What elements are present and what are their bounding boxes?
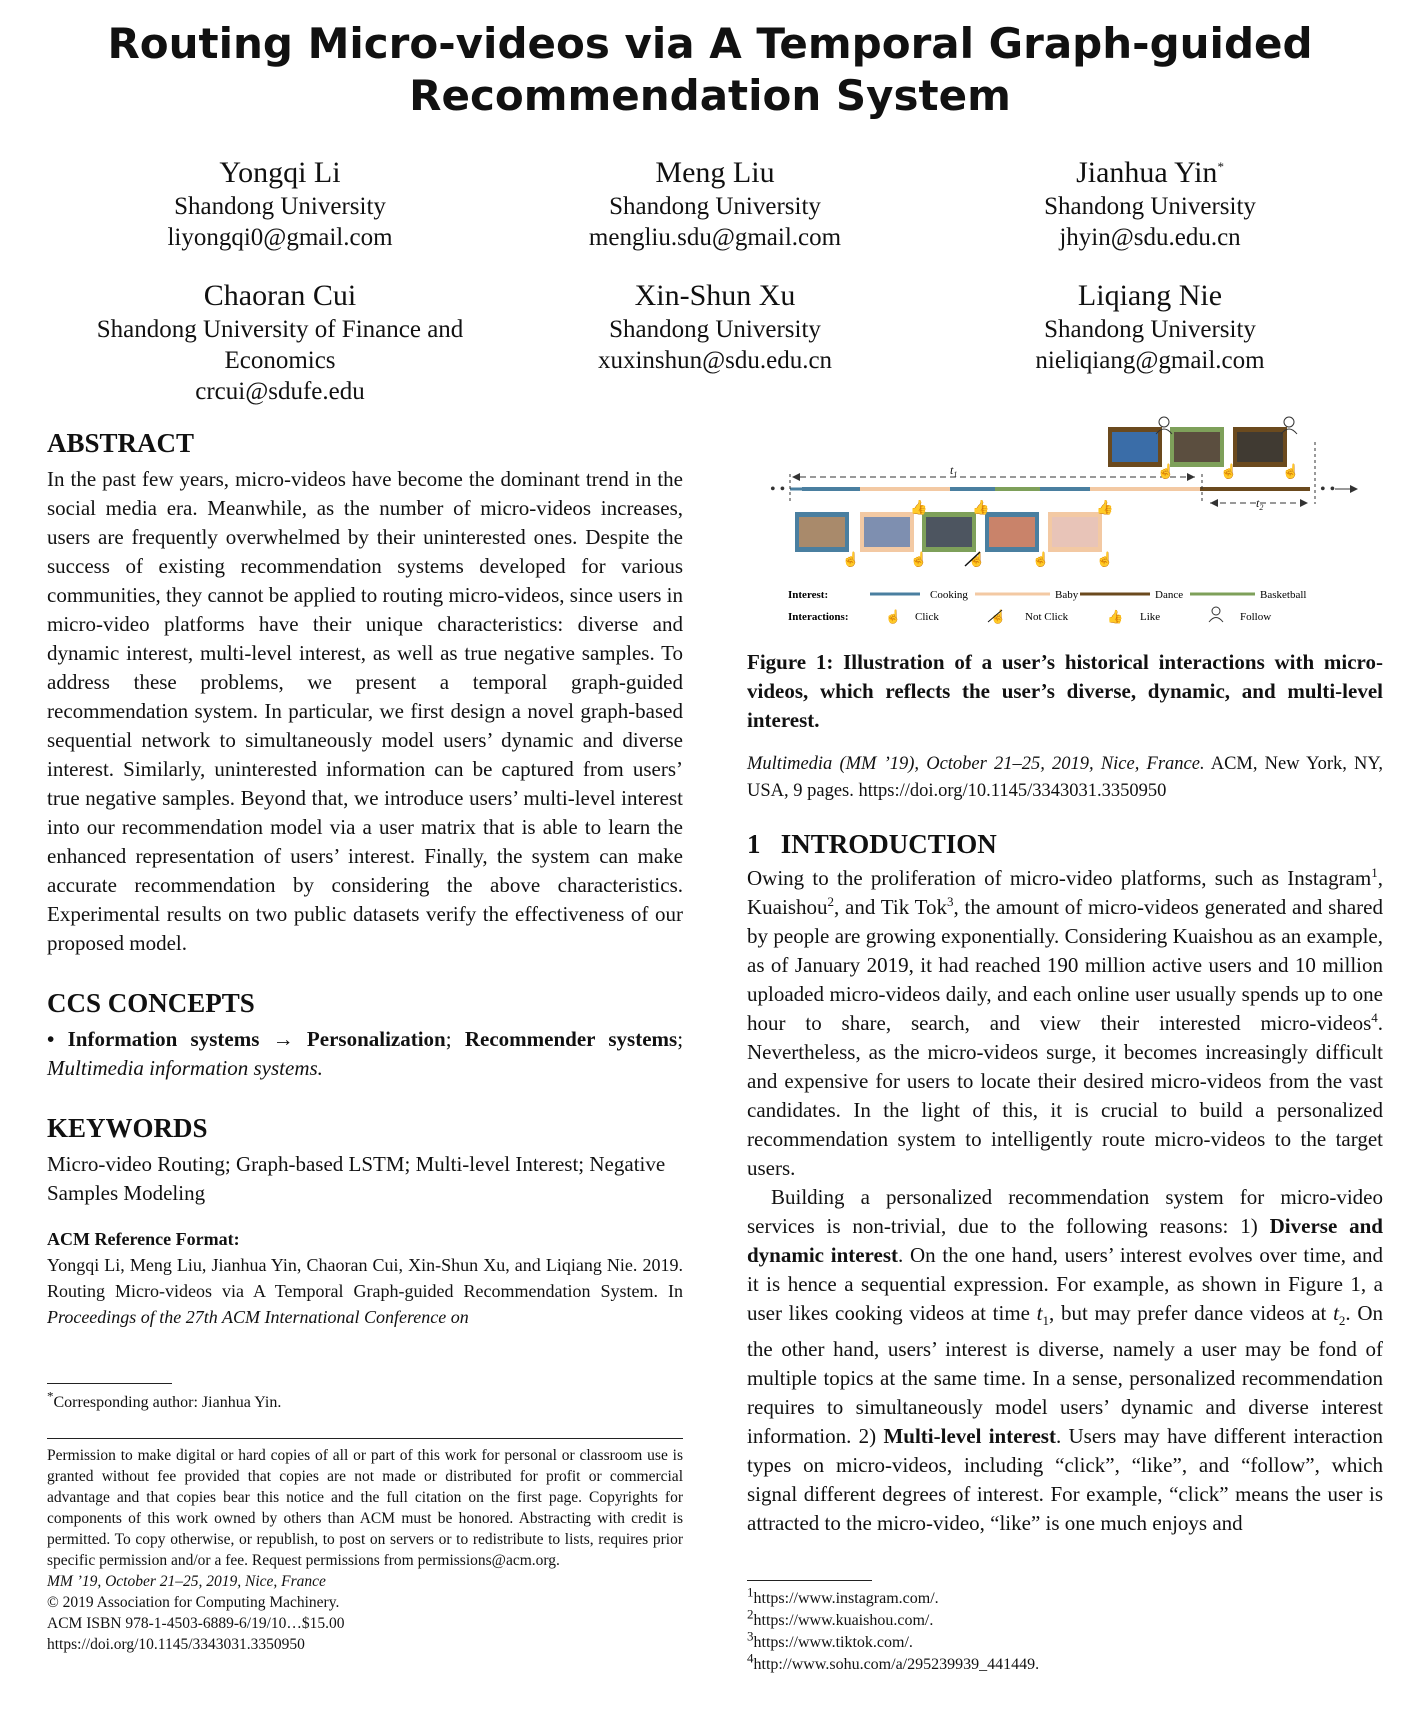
bold-run: Multi-level interest [883,1424,1056,1449]
author-name: Yongqi Li [219,156,341,189]
author-affiliation: Shandong University [609,193,821,220]
ccs-item: Information systems [67,1027,260,1051]
video-thumbnail [1233,427,1287,467]
corresponding-text: Corresponding author: Jianhua Yin. [53,1394,282,1411]
acm-ref-italic: Proceedings of the 27th ACM International Conference on [47,1307,469,1327]
footnote-item [747,1628,1039,1654]
text-run: , Kuaishou [747,866,1383,919]
author-name [1000,155,1300,191]
math-sub: 1 [1042,1313,1050,1329]
footnote-text: http://www.sohu.com/a/295239939_441449. [753,1656,1040,1673]
corresponding-note [47,1388,282,1414]
right-column [747,648,1383,1538]
legend-item: Dance [1155,589,1184,601]
video-thumbnail [860,512,914,552]
author-email: jhyin@sdu.edu.cn [1059,224,1241,251]
author-name: Xin-Shun Xu [634,279,796,312]
video-thumbnail [1108,427,1162,467]
footnote-text: https://www.kuaishou.com/. [753,1612,934,1629]
intro-paragraph-1 [747,864,1383,1183]
copyright: © 2019 Association for Computing Machinery. [47,1594,340,1611]
text-run: . On the other hand, users’ interest is diverse, namely a user may be fond of multiple topics at the same time. In a sense, personalized recommendation requires to simultaneously model users’ dynamic and diverse interest information. 2) [747,1301,1383,1449]
math-var: t [1333,1301,1339,1325]
acm-ref-heading: ACM Reference Format: [47,1229,240,1249]
video-thumbnail [1048,512,1102,552]
like-icon: 👍 [972,501,990,516]
footnotes [747,1584,1040,1676]
click-icon: ☝ [1282,465,1300,480]
footnote-mark: 4 [747,1650,754,1666]
click-icon: ☝ [1157,465,1175,480]
doi: https://doi.org/10.1145/3343031.3350950 [47,1636,305,1653]
like-icon: 👍 [1107,609,1124,624]
legend-item: Cooking [930,589,968,601]
footnote-text: https://www.tiktok.com/. [753,1634,913,1651]
author-email: liyongqi0@gmail.com [167,224,393,251]
keywords-text: Micro-video Routing; Graph-based LSTM; Multi-level Interest; Negative Samples Modeling [47,1152,666,1205]
follow-icon [1156,417,1172,434]
interactions-label: Interactions: [788,611,849,623]
title-line-1: Routing Micro-videos via A Temporal Graph-guided [107,19,1313,68]
corresponding-mark: * [1217,159,1224,174]
footnote-ref: 3 [946,894,954,909]
click-icon: ☝ [885,609,902,624]
pub-venue: MM ’19, October 21–25, 2019, Nice, France [47,1573,326,1590]
legend-item: Click [915,611,939,623]
left-column [47,428,683,1330]
author-block [555,155,875,253]
like-icon: 👍 [1096,501,1114,516]
author-affiliation: Shandong University [174,193,386,220]
author-email: xuxinshun@sdu.edu.cn [597,347,833,374]
separator: ; [677,1027,684,1051]
arrowhead [1210,499,1218,507]
citation-text [747,751,1383,805]
abstract-text: In the past few years, micro-videos have become the dominant trend in the social media era. Meanwhile, as the number of micro-videos increases, users are frequently overwhelmed by their uninterested ones. Despite the success of existing recommendation systems developed for various communities, they cannot be applied to routing micro-videos, since users in micro-video platforms have their unique characteristics: diverse and dynamic interest, multi-level interest, as well as true negative samples. To address these problems, we present a temporal graph-guided recommendation system. In particular, we first design a novel graph-based sequential network to simultaneously model users’ dynamic and diverse interest. Similarly, uninterested information can be captured from users’ true negative samples. Beyond that, we introduce users’ multi-level interest into our recommendation model via a user matrix that is able to learn the enhanced representation of users’ interest. Finally, the system can make accurate recommendation by considering the above characteristics. Experimental results on two public datasets verify the effectiveness of our proposed model. [47,467,683,955]
title-line-2: Recommendation System [409,71,1011,120]
legend-item: Basketball [1260,589,1307,601]
ccs-concepts [47,1025,683,1083]
legend-item: Baby [1055,589,1079,601]
author-name: Meng Liu [655,156,775,189]
author-name: Chaoran Cui [203,279,357,312]
intro-paragraph-2 [747,1183,1383,1538]
text-run: . Users may have different interaction types on micro-videos, including “click”, “like”, and “follow”, which signal different degrees of interest. For example, “click” means the user is attracted to the micro-video, “like” is one much enjoys and [747,1424,1383,1536]
footnote-item [747,1650,1040,1676]
author-email: mengliu.sdu@gmail.com [588,224,842,251]
click-icon: ☝ [842,553,860,568]
permission-block [47,1445,683,1655]
text-run: , but may prefer dance videos at [1049,1301,1334,1325]
bold-run: Diverse and dynamic interest [747,1214,1383,1267]
follow-icon [1209,607,1223,622]
click-icon: ☝ [1032,553,1050,568]
text-run: Building a personalized recommendation system for micro-video services is non-trivial, due to the following reasons: 1) [747,1185,1383,1238]
figure-caption: Figure 1: Illustration of a user’s historical interactions with micro-videos, which reflects the user’s diverse, dynamic, and multi-level interest. [747,650,1383,732]
video-thumbnail [922,512,976,552]
author-affiliation: Shandong University of Finance and [96,316,464,343]
ccs-heading: CCS CONCEPTS [47,988,255,1018]
footnote-text: https://www.instagram.com/. [753,1590,939,1607]
interest-label: Interest: [788,589,829,601]
not-click-icon: ☝ [990,609,1007,624]
section-number: 1 [747,829,761,859]
click-icon: ☝ [910,553,928,568]
math-var: t [1036,1301,1043,1325]
isbn: ACM ISBN 978-1-4503-6889-6/19/10…$15.00 [47,1615,345,1632]
video-thumbnail [985,512,1039,552]
author-block [130,155,430,253]
citation-italic: Multimedia (MM ’19), October 21–25, 2019, Nice, France. [747,754,1205,774]
acm-ref-text [47,1252,683,1330]
arrowhead [1187,473,1195,481]
footnote-rule [47,1383,172,1384]
bullet: • [47,1027,55,1051]
arrowhead [792,473,800,481]
t2-label: $t_2$ [1256,496,1264,512]
t1-label: $t_1$ [950,463,958,479]
author-affiliation-2: Economics [224,347,336,374]
author-name: Liqiang Nie [1077,279,1223,312]
footnote-mark: * [47,1388,54,1404]
acm-ref-body: Yongqi Li, Meng Liu, Jianhua Yin, Chaoran Cui, Xin-Shun Xu, and Liqiang Nie. 2019. Routing Micro-videos via A Temporal Graph-guided Recommendation System. In [47,1255,683,1301]
timeline-arrowhead [1350,485,1358,493]
paper-title [0,18,1420,122]
abstract-heading: ABSTRACT [47,428,195,458]
author-block [555,278,875,376]
math-sub: 2 [1338,1313,1346,1329]
footnote-mark: 1 [747,1584,754,1600]
permission-rule [47,1438,683,1439]
ccs-item: Recommender systems [464,1027,678,1051]
keywords-heading: KEYWORDS [47,1113,208,1143]
intro-heading [747,829,1383,860]
like-icon: 👍 [910,501,928,516]
author-name-text: Jianhua Yin [1076,156,1218,189]
text-run: Owing to the proliferation of micro-video platforms, such as Instagram [747,866,1372,890]
author-affiliation: Shandong University [1044,193,1256,220]
footnote-ref: 1 [1371,865,1378,880]
arrow: → [272,1027,294,1051]
footnote-item [747,1584,1039,1610]
footnote-rule [747,1580,872,1581]
arrowhead [1300,499,1308,507]
author-block [1000,155,1300,253]
text-run: . Nevertheless, as the micro-videos surge, it becomes increasingly difficult and expensive for users to locate their desired micro-videos from the vast candidates. In the light of this, it is crucial to build a personalized recommendation system to intelligently route micro-videos to the target users. [747,1011,1383,1180]
not-click-icon: ☝ [968,553,986,568]
citation-rest: ACM, New York, NY, USA, 9 pages. https://doi.org/10.1145/3343031.3350950 [747,754,1383,801]
timeline-dots: • • [1320,481,1336,498]
footnote-ref: 4 [1371,1010,1378,1025]
figure-1 [750,412,1360,632]
timeline-dots: • • [770,481,786,498]
author-email: nieliqiang@gmail.com [1035,347,1265,374]
click-icon: ☝ [1096,553,1114,568]
text-run: . On the one hand, users’ interest evolves over time, and it is hence a sequential expression. For example, as shown in Figure 1, a user likes cooking videos at time [747,1243,1383,1325]
separator: ; [445,1027,452,1051]
author-block [1000,278,1300,376]
ccs-item: Personalization [306,1027,446,1051]
video-thumbnail [1170,427,1224,467]
author-email: crcui@sdufe.edu [195,378,365,405]
follow-icon [1281,417,1297,434]
click-icon: ☝ [1220,465,1238,480]
footnote-mark: 2 [747,1606,754,1622]
author-affiliation: Shandong University [609,316,821,343]
footnote-ref: 2 [827,894,834,909]
permission-text: Permission to make digital or hard copies of all or part of this work for personal or classroom use is granted without fee provided that copies are not made or distributed for profit or commercial advantage and that copies bear this notice and the full citation on the first page. Copyrights for components of this work owned by others than ACM must be honored. Abstracting with credit is permitted. To copy otherwise, or republish, to post on servers or to redistribute to lists, requires prior specific permission and/or a fee. Request permissions from permissions@acm.org. [47,1447,683,1569]
legend-item: Follow [1240,611,1272,623]
section-title: INTRODUCTION [780,829,997,859]
legend-item: Like [1140,611,1161,623]
footnote-mark: 3 [747,1628,754,1644]
author-block [70,278,490,407]
ccs-item: Multimedia information systems. [47,1056,323,1080]
footnote-item [747,1606,1039,1632]
legend-item: Not Click [1025,611,1069,623]
video-thumbnail [795,512,849,552]
text-run: , the amount of micro-videos generated and shared by people are growing exponentially. Considering Kuaishou as an example, as of January 2019, it had reached 190 million active users and 10 million uploaded micro-videos daily, and each online user usually spends up to one hour to share, search, and view their interested micro-videos [747,895,1383,1035]
text-run: , and Tik Tok [834,895,947,919]
author-affiliation: Shandong University [1044,316,1256,343]
